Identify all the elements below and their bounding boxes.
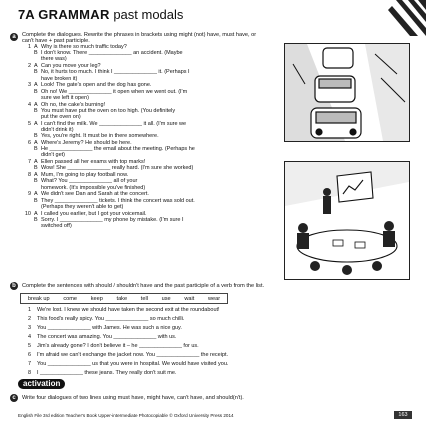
sentence-text: Jim's already gone? I don't believe it – he ______________ for us. bbox=[37, 343, 199, 349]
sentence-number: 3 bbox=[27, 325, 31, 331]
speaker-label: A bbox=[34, 44, 38, 50]
word-option: wait bbox=[184, 295, 195, 302]
dialogue-text: I called you earlier, but I got your voicemail. bbox=[41, 210, 147, 217]
dialogue-number bbox=[22, 76, 34, 82]
sentence-number: 5 bbox=[27, 343, 31, 349]
dialogue-text: sure we left it open) bbox=[41, 94, 89, 101]
activation-heading: activation bbox=[18, 379, 65, 389]
traffic-illustration bbox=[284, 43, 410, 142]
dialogue-number: 3 bbox=[27, 82, 31, 89]
speaker-label: A bbox=[34, 191, 38, 198]
speaker-label: B bbox=[34, 133, 38, 140]
word-option: come bbox=[63, 295, 77, 302]
speaker-label: A bbox=[34, 172, 38, 179]
dialogue-line bbox=[22, 223, 280, 229]
dialogue-number bbox=[22, 95, 34, 101]
dialogue-line bbox=[22, 76, 280, 82]
dialogue-text: Yes, you're right. It must be in there somewhere. bbox=[41, 133, 159, 140]
dialogue-text: Why is there so much traffic today? bbox=[41, 44, 127, 50]
sentence-text: I'm afraid we can't exchange the jacket now. You ______________ the receipt. bbox=[37, 352, 229, 358]
speaker-label bbox=[34, 185, 41, 191]
dialogue-text: Wow! She ______________ really hard. (I'm sure she worked) bbox=[41, 165, 194, 172]
dialogue-text: Oh no, the cake's burning! bbox=[41, 101, 106, 108]
sentence-number: 4 bbox=[27, 334, 31, 340]
traffic-cars-drawing bbox=[285, 44, 409, 141]
dialogue-text: Ellen passed all her exams with top marks! bbox=[41, 159, 146, 166]
dialogue-text: didn't get) bbox=[41, 152, 65, 159]
dialogue-number: 1 bbox=[27, 44, 31, 50]
dialogue-line bbox=[22, 56, 280, 62]
word-list-box bbox=[20, 293, 228, 304]
dialogue-text: Can you move your leg? bbox=[41, 63, 101, 70]
speaker-label: A bbox=[34, 159, 38, 166]
section-a-badge: a bbox=[10, 33, 18, 41]
word-option: take bbox=[116, 295, 128, 302]
dialogue-number bbox=[22, 56, 34, 62]
sentence-text: I ______________ these jeans. They really don't suit me. bbox=[37, 370, 177, 376]
speaker-label: B bbox=[34, 146, 38, 153]
section-a-instruction: Complete the dialogues. Rewrite the phrases in brackets using might (not) have, must have, or can't have + past participle. bbox=[22, 32, 257, 45]
speaker-label: B bbox=[34, 50, 38, 57]
dialogue-text: I can't find the milk. We ______________ it all. (I'm sure we bbox=[41, 120, 187, 127]
activation-instruction: Write four dialogues of two lines using must have, might have, can't have, and should(n't). bbox=[22, 395, 244, 401]
dialogue-number bbox=[22, 185, 34, 191]
speaker-label: B bbox=[34, 88, 38, 95]
dialogue-line bbox=[22, 95, 280, 101]
section-subtitle: past modals bbox=[113, 7, 184, 22]
section-b-badge: b bbox=[10, 282, 18, 290]
sentence-number: 2 bbox=[27, 316, 31, 322]
meeting-illustration bbox=[284, 161, 410, 280]
dialogue-text: What? You ______________ all of your bbox=[41, 178, 138, 185]
sentence-item bbox=[22, 360, 402, 369]
dialogue-text: You must have put the oven on too high. (You definitely bbox=[41, 107, 176, 114]
sentence-text: We're lost. I knew we should have taken the second exit at the roundabout! bbox=[37, 307, 220, 313]
dialogue-number: 2 bbox=[27, 63, 31, 70]
dialogue-number: 10 bbox=[24, 210, 31, 217]
sentence-text: You ______________ with James. He was such a nice guy. bbox=[37, 325, 182, 331]
dialogue-text: there was) bbox=[41, 56, 67, 63]
speaker-label bbox=[34, 152, 41, 158]
speaker-label: A bbox=[34, 140, 38, 147]
dialogue-text: switched off) bbox=[41, 223, 72, 230]
dialogue-line bbox=[22, 204, 280, 210]
speaker-label: B bbox=[34, 69, 38, 76]
dialogue-number bbox=[22, 133, 34, 139]
section-c-badge: c bbox=[10, 394, 18, 402]
speaker-label bbox=[34, 56, 41, 62]
sentence-item bbox=[22, 306, 402, 315]
dialogue-text: He ______________ the email about the meeting. (Perhaps he bbox=[41, 146, 195, 153]
word-option: tell bbox=[140, 295, 148, 302]
dialogue-line bbox=[22, 185, 280, 191]
sentence-item bbox=[22, 342, 402, 351]
dialogue-text: Look! The gate's open and the dog has gone. bbox=[41, 82, 152, 89]
dialogue-text: put the oven on) bbox=[41, 114, 81, 121]
page-number: 163 bbox=[394, 411, 412, 419]
dialogue-number bbox=[22, 152, 34, 158]
unit-number: 7A bbox=[18, 7, 35, 22]
sentence-number: 7 bbox=[27, 361, 31, 367]
sentence-number: 1 bbox=[27, 307, 31, 313]
speaker-label: A bbox=[34, 82, 38, 89]
speaker-label: B bbox=[34, 178, 38, 185]
dialogue-text: have broken it) bbox=[41, 75, 78, 82]
speaker-label: B bbox=[34, 216, 38, 223]
sentence-number: 8 bbox=[27, 370, 31, 376]
dialogue-text: Sorry. I ______________ my phone by mistake. (I'm sure I bbox=[41, 216, 184, 223]
sentence-list bbox=[22, 306, 402, 378]
dialogue-number: 7 bbox=[27, 159, 31, 166]
speaker-label: B bbox=[34, 165, 38, 172]
dialogue-text: They ______________ tickets. I think the concert was sold out. bbox=[41, 197, 195, 204]
speaker-label bbox=[34, 76, 41, 82]
speaker-label bbox=[34, 223, 41, 229]
dialogue-text: Oh no! We ______________ it open when we went out. (I'm bbox=[41, 88, 188, 95]
meeting-drawing bbox=[285, 162, 409, 279]
dialogue-number bbox=[22, 165, 34, 171]
dialogue-number: 4 bbox=[27, 101, 31, 108]
dialogue-text: Where's Jeremy? He should be here. bbox=[41, 140, 132, 147]
section-b-instruction: Complete the sentences with should / shouldn't have and the past participle of a verb from the list. bbox=[22, 283, 265, 289]
speaker-label: A bbox=[34, 63, 38, 70]
dialogue-list bbox=[22, 44, 280, 229]
word-option: keep bbox=[90, 295, 103, 302]
sentence-text: This food's really spicy. You ______________ so much chilli. bbox=[37, 316, 185, 322]
word-option: use bbox=[161, 295, 171, 302]
speaker-label: A bbox=[34, 210, 38, 217]
sentence-number: 6 bbox=[27, 352, 31, 358]
dialogue-text: homework. (It's impossible you've finished) bbox=[41, 184, 146, 191]
dialogue-line bbox=[22, 165, 280, 171]
speaker-label: B bbox=[34, 107, 38, 114]
sentence-text: The concert was amazing. You ______________ with us. bbox=[37, 334, 177, 340]
sentence-item bbox=[22, 315, 402, 324]
dialogue-text: Mum, I'm going to play football now. bbox=[41, 172, 129, 179]
speaker-label bbox=[34, 95, 41, 101]
dialogue-number: 6 bbox=[27, 140, 31, 147]
speaker-label bbox=[34, 204, 41, 210]
dialogue-text: (Perhaps they weren't able to get) bbox=[41, 203, 124, 210]
dialogue-number bbox=[22, 223, 34, 229]
speaker-label bbox=[34, 114, 41, 120]
dialogue-number bbox=[22, 204, 34, 210]
section-word: GRAMMAR bbox=[38, 7, 110, 22]
dialogue-text: No, it hurts too much. I think I ______________ it. (Perhaps I bbox=[41, 69, 190, 76]
dialogue-number bbox=[22, 114, 34, 120]
dialogue-number: 8 bbox=[27, 172, 31, 179]
footer-credit: English File 3rd edition Teacher's Book Upper-intermediate Photocopiable © Oxford University Press 2014 bbox=[18, 413, 234, 418]
speaker-label: A bbox=[34, 101, 38, 108]
dialogue-text: didn't drink it) bbox=[41, 127, 74, 134]
sentence-item bbox=[22, 333, 402, 342]
sentence-item bbox=[22, 369, 402, 378]
dialogue-line bbox=[22, 114, 280, 120]
dialogue-line bbox=[22, 152, 280, 158]
word-option: break up bbox=[27, 295, 50, 302]
dialogue-line bbox=[22, 133, 280, 139]
corner-sunburst-graphic bbox=[388, 0, 426, 36]
word-option: wear bbox=[207, 295, 221, 302]
sentence-text: You ______________ us that you were in hospital. We would have visited you. bbox=[37, 361, 229, 367]
dialogue-text: We didn't see Dan and Sarah at the concert. bbox=[41, 191, 149, 198]
sentence-item bbox=[22, 351, 402, 360]
sentence-item bbox=[22, 324, 402, 333]
dialogue-text: I don't know. There ______________ an accident. (Maybe bbox=[41, 50, 183, 57]
speaker-label: A bbox=[34, 120, 38, 127]
dialogue-number: 5 bbox=[27, 120, 31, 127]
page-title bbox=[18, 8, 183, 22]
speaker-label: B bbox=[34, 197, 38, 204]
dialogue-number: 9 bbox=[27, 191, 31, 198]
